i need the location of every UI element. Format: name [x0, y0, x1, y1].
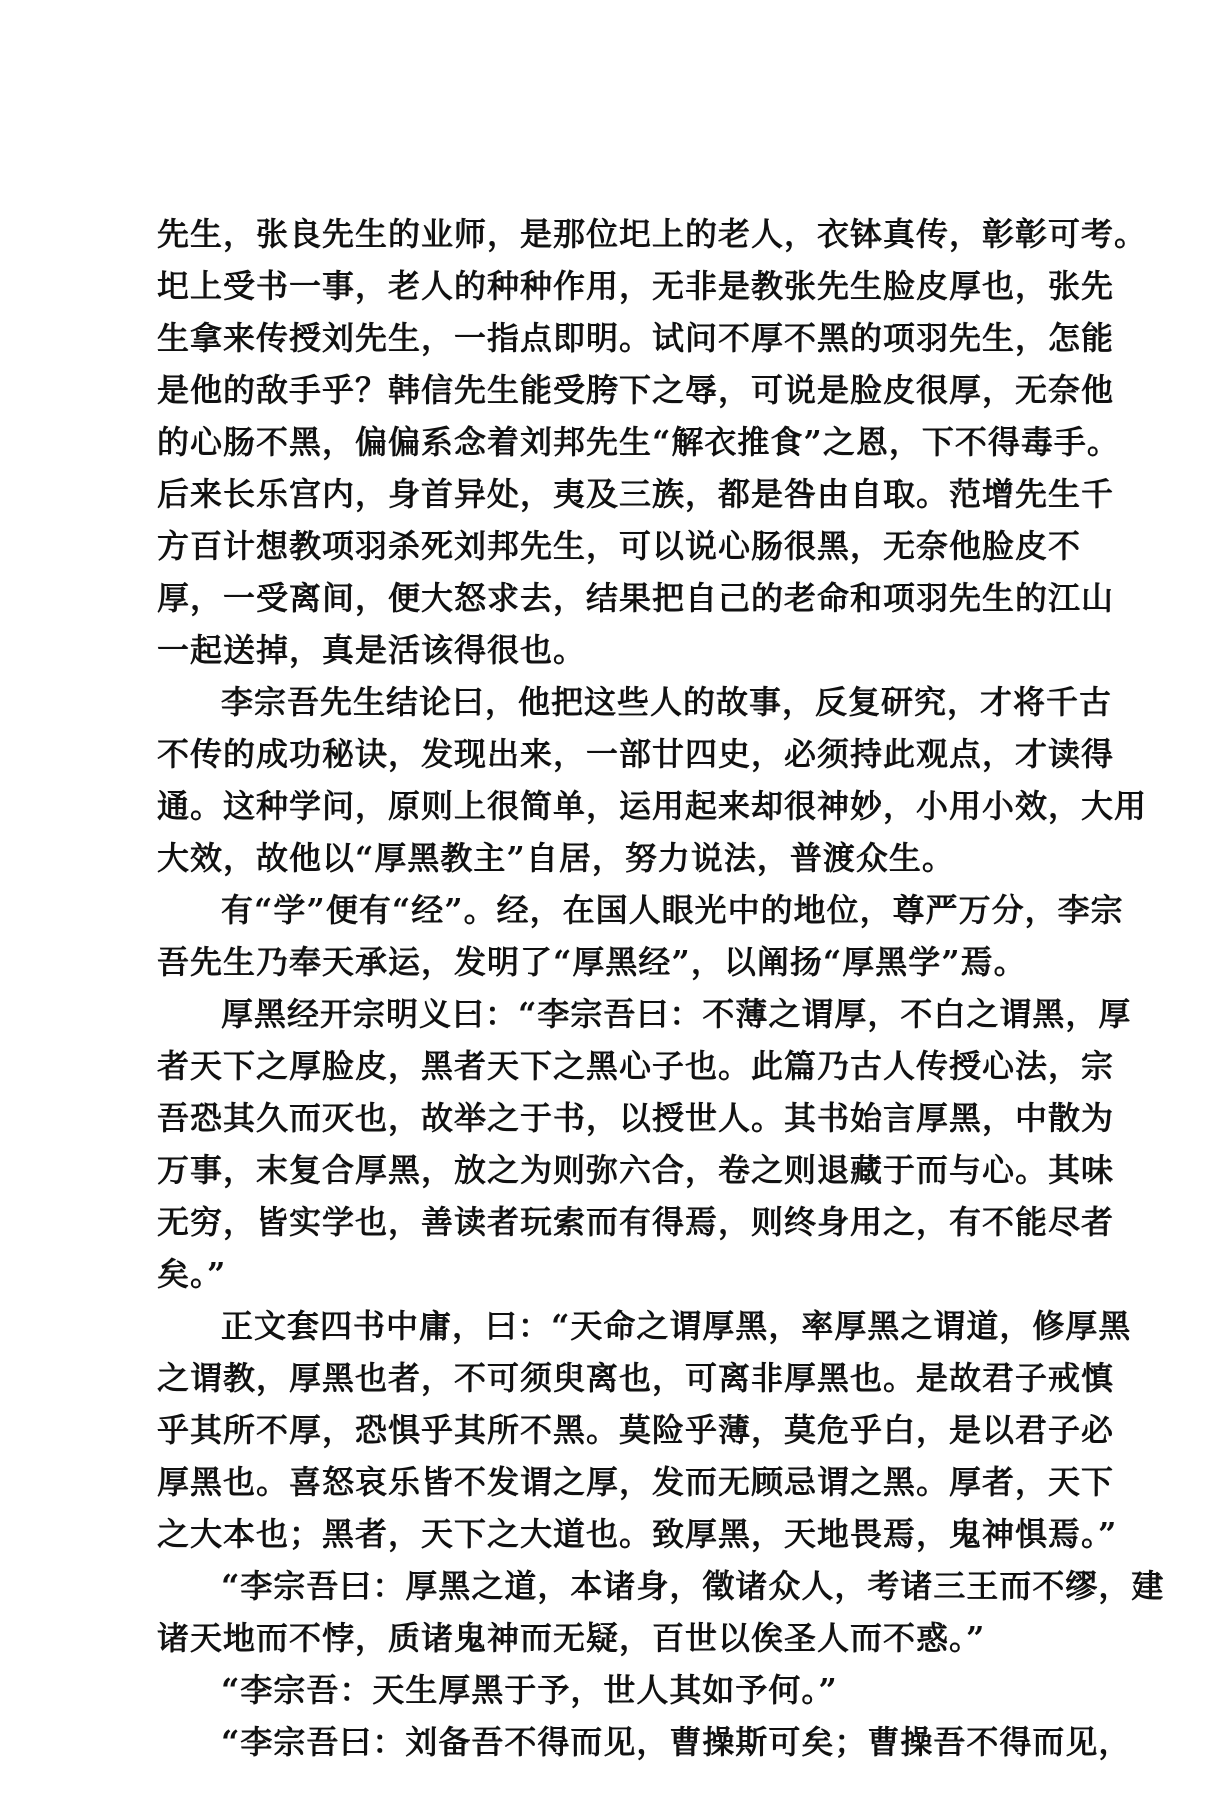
quote-line: “李宗吾曰：厚黑之道，本诸身，徵诸众人，考诸三王而不缪，建 — [221, 1567, 1165, 1605]
text-line: 圯上受书一事，老人的种种作用，无非是教张先生脸皮厚也，张先 — [157, 267, 1115, 305]
text-line: 矣。” — [157, 1255, 227, 1293]
paragraph-start-line: 有“学”便有“经”。经，在国人眼光中的地位，尊严万分，李宗 — [221, 891, 1124, 929]
text-line: 的心肠不黑，偏偏系念着刘邦先生“解衣推食”之恩，下不得毒手。 — [157, 423, 1120, 461]
text-line: 吾先生乃奉天承运，发明了“厚黑经”，以阐扬“厚黑学”焉。 — [157, 943, 1027, 981]
paragraph-start-line: 正文套四书中庸，曰：“天命之谓厚黑，率厚黑之谓道，修厚黑 — [221, 1307, 1132, 1345]
text-line: 者天下之厚脸皮，黑者天下之黑心子也。此篇乃古人传授心法，宗 — [157, 1047, 1115, 1085]
text-line: 先生，张良先生的业师，是那位圯上的老人，衣钵真传，彰彰可考。 — [157, 215, 1148, 253]
paragraph-start-line: 厚黑经开宗明义曰：“李宗吾曰：不薄之谓厚，不白之谓黑，厚 — [221, 995, 1132, 1033]
text-line: 是他的敌手乎？韩信先生能受胯下之辱，可说是脸皮很厚，无奈他 — [157, 371, 1115, 409]
text-line: 不传的成功秘诀，发现出来，一部廿四史，必须持此观点，才读得 — [157, 735, 1115, 773]
text-line: 吾恐其久而灭也，故举之于书，以授世人。其书始言厚黑，中散为 — [157, 1099, 1115, 1137]
text-line: 通。这种学问，原则上很简单，运用起来却很神妙，小用小效，大用 — [157, 787, 1148, 825]
text-line: 诸天地而不悖，质诸鬼神而无疑，百世以俟圣人而不惑。” — [157, 1619, 986, 1657]
body-text — [157, 208, 1165, 1768]
text-line: 一起送掉，真是活该得很也。 — [157, 631, 587, 669]
quote-line: “李宗吾曰：刘备吾不得而见，曹操斯可矣；曹操吾不得而见， — [221, 1723, 1132, 1761]
paragraph-start-line: 李宗吾先生结论曰，他把这些人的故事，反复研究，才将千古 — [221, 683, 1113, 721]
text-line: 后来长乐宫内，身首异处，夷及三族，都是咎由自取。范增先生千 — [157, 475, 1115, 513]
text-line: 厚，一受离间，便大怒求去，结果把自己的老命和项羽先生的江山 — [157, 579, 1115, 617]
text-line: 厚黑也。喜怒哀乐皆不发谓之厚，发而无顾忌谓之黑。厚者，天下 — [157, 1463, 1115, 1501]
text-line: 生拿来传授刘先生，一指点即明。试问不厚不黑的项羽先生，怎能 — [157, 319, 1115, 357]
text-line: 无穷，皆实学也，善读者玩索而有得焉，则终身用之，有不能尽者 — [157, 1203, 1115, 1241]
text-line: 之谓教，厚黑也者，不可须臾离也，可离非厚黑也。是故君子戒慎 — [157, 1359, 1115, 1397]
text-line: 之大本也；黑者，天下之大道也。致厚黑，天地畏焉，鬼神惧焉。” — [157, 1515, 1118, 1553]
text-line: 大效，故他以“厚黑教主”自居，努力说法，普渡众生。 — [157, 839, 955, 877]
quote-line: “李宗吾：天生厚黑于予，世人其如予何。” — [221, 1671, 838, 1709]
text-line: 乎其所不厚，恐惧乎其所不黑。莫险乎薄，莫危乎白，是以君子必 — [157, 1411, 1115, 1449]
text-line: 方百计想教项羽杀死刘邦先生，可以说心肠很黑，无奈他脸皮不 — [157, 527, 1082, 565]
text-line: 万事，末复合厚黑，放之为则弥六合，卷之则退藏于而与心。其味 — [157, 1151, 1115, 1189]
